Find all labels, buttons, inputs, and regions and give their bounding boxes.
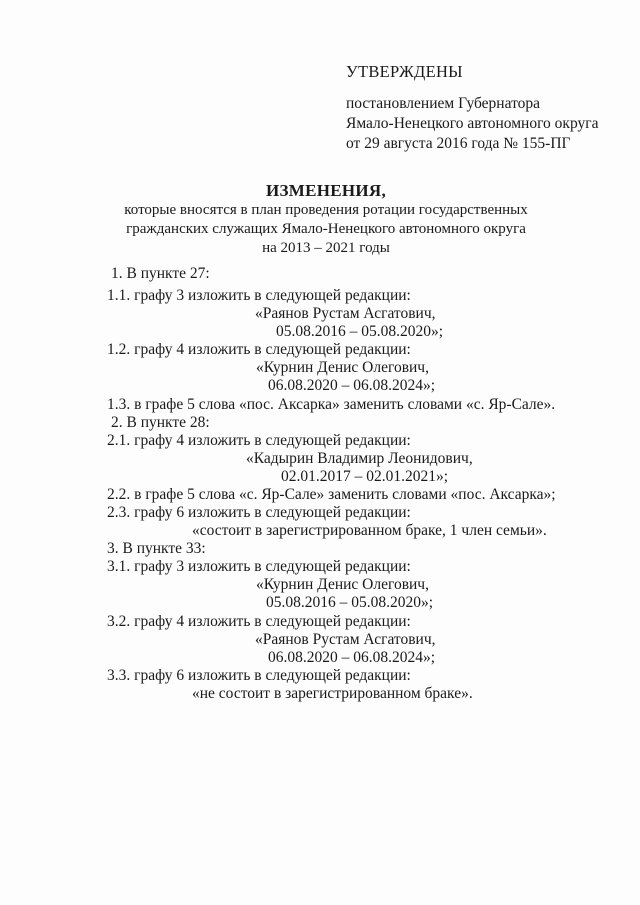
approval-line: от 29 августа 2016 года № 155-ПГ	[346, 135, 571, 152]
replacement-text: 05.08.2016 – 05.08.2020»;	[266, 594, 434, 611]
document-heading: ИЗМЕНЕНИЯ,	[265, 181, 387, 200]
list-item: 2.2. в графе 5 слова «с. Яр-Сале» заменить словами «пос. Аксарка»;	[107, 486, 556, 503]
document-subtitle-line: гражданских служащих Ямало-Ненецкого автономного округа	[126, 221, 526, 237]
list-item: 2.1. графу 4 изложить в следующей редакции:	[107, 432, 411, 449]
approval-title: УТВЕРЖДЕНЫ	[346, 62, 463, 81]
approval-line: Ямало-Ненецкого автономного округа	[346, 115, 599, 132]
replacement-text: 06.08.2020 – 06.08.2024»;	[268, 649, 436, 666]
section-heading: 3. В пункте 33:	[107, 540, 206, 557]
replacement-text: 02.01.2017 – 02.01.2021»;	[281, 468, 449, 485]
replacement-text: «состоит в зарегистрированном браке, 1 член семьи».	[192, 522, 547, 539]
document-subtitle-line: на 2013 – 2021 годы	[262, 240, 390, 256]
replacement-text: «Курнин Денис Олегович,	[256, 359, 429, 376]
section-heading: 2. В пункте 28:	[111, 414, 210, 431]
section-heading: 1. В пункте 27:	[111, 265, 210, 282]
list-item: 2.3. графу 6 изложить в следующей редакции:	[107, 504, 411, 521]
list-item: 1.1. графу 3 изложить в следующей редакции:	[107, 287, 411, 304]
replacement-text: «Раянов Рустам Асгатович,	[255, 631, 436, 648]
replacement-text: «не состоит в зарегистрированном браке».	[192, 685, 473, 702]
replacement-text: «Курнин Денис Олегович,	[256, 576, 429, 593]
list-item: 3.2. графу 4 изложить в следующей редакции:	[107, 613, 411, 630]
replacement-text: 05.08.2016 – 05.08.2020»;	[276, 323, 444, 340]
approval-line: постановлением Губернатора	[346, 95, 541, 112]
list-item: 3.3. графу 6 изложить в следующей редакции:	[107, 667, 411, 684]
replacement-text: 06.08.2020 – 06.08.2024»;	[268, 377, 436, 394]
list-item: 3.1. графу 3 изложить в следующей редакции:	[107, 558, 411, 575]
replacement-text: «Раянов Рустам Асгатович,	[255, 305, 436, 322]
document-subtitle-line: которые вносятся в план проведения ротации государственных	[124, 202, 528, 218]
list-item: 1.2. графу 4 изложить в следующей редакции:	[107, 341, 411, 358]
list-item: 1.3. в графе 5 слова «пос. Аксарка» заменить словами «с. Яр-Сале».	[107, 396, 556, 413]
replacement-text: «Кадырин Владимир Леонидович,	[246, 450, 473, 467]
